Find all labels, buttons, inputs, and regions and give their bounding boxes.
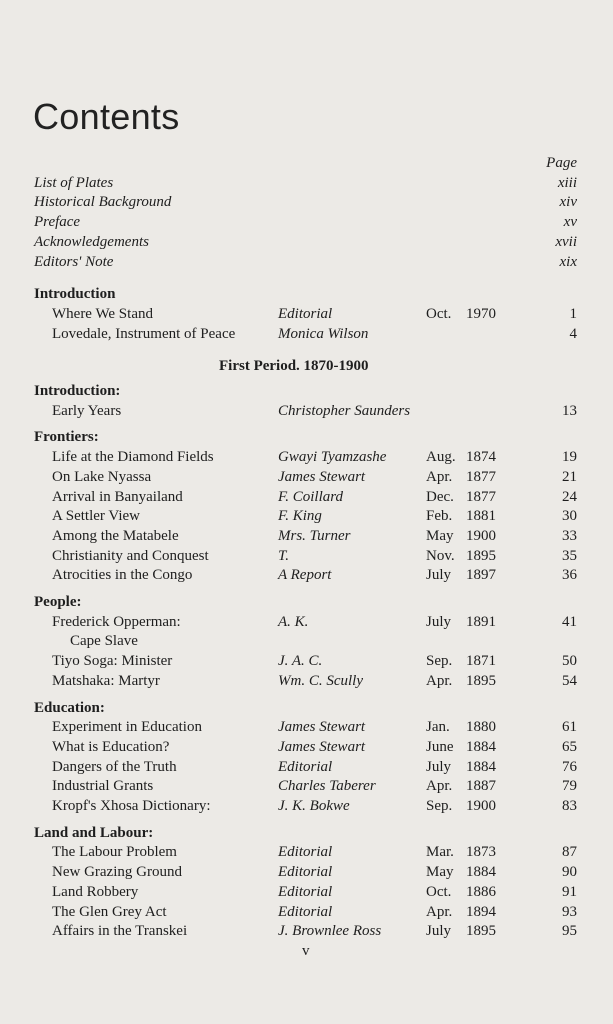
toc-entry-author: A. K.	[278, 613, 309, 630]
toc-entry-month: May	[426, 864, 454, 881]
toc-entry-title: Industrial Grants	[52, 778, 154, 795]
toc-entry-page: 87	[562, 844, 577, 861]
toc-entry-month: June	[426, 738, 454, 755]
toc-entry-page: 13	[562, 402, 577, 419]
toc-entry-row	[34, 776, 577, 796]
toc-entry-row	[34, 757, 577, 777]
toc-entry-title: Experiment in Education	[52, 719, 202, 736]
toc-entry-author: A Report	[278, 567, 332, 584]
toc-entry-page: xiv	[559, 194, 577, 211]
toc-entry-month: Oct.	[426, 305, 452, 322]
toc-entry-author: J. Brownlee Ross	[278, 923, 382, 940]
toc-entry-month: Aug.	[426, 449, 456, 466]
section-heading	[34, 698, 577, 718]
toc-entry-author: F. Coillard	[278, 488, 344, 505]
toc-entry-page: 95	[562, 923, 577, 940]
toc-entry-year: 1877	[466, 488, 496, 505]
toc-front-matter-row	[34, 192, 577, 212]
section-heading-text: Frontiers:	[34, 429, 99, 446]
toc-entry-month: Apr.	[426, 778, 453, 795]
toc-entry-page: 91	[562, 883, 577, 900]
toc-entry-row	[34, 651, 577, 671]
toc-entry-title: On Lake Nyassa	[52, 468, 152, 485]
toc-entry-row	[34, 902, 577, 922]
toc-entry-year: 1874	[466, 449, 496, 466]
toc-entry-row	[34, 796, 577, 816]
toc-entry-author: Editorial	[278, 305, 333, 322]
toc-entry-author: Editorial	[278, 844, 333, 861]
toc-entry-page: 90	[562, 864, 577, 881]
section-heading-text: Land and Labour:	[34, 824, 154, 841]
toc-entry-year: 1873	[466, 844, 496, 861]
toc-entry-page: 30	[562, 508, 577, 525]
toc-entry-title: The Glen Grey Act	[52, 903, 167, 920]
toc-entry-author: James Stewart	[278, 468, 366, 485]
toc-entry-year: 1887	[466, 778, 496, 795]
toc-entry-page: 24	[562, 488, 577, 505]
toc-entry-title: Affairs in the Transkei	[52, 923, 188, 940]
section-heading	[34, 381, 577, 401]
toc-entry-author: J. A. C.	[278, 653, 323, 670]
toc-entry-row	[34, 671, 577, 691]
toc-entry-month: July	[426, 567, 452, 584]
toc-entry-author: Monica Wilson	[278, 325, 369, 342]
toc-entry-title: Cape Slave	[70, 633, 138, 650]
section-heading-text: People:	[34, 594, 82, 610]
toc-entry-row	[34, 631, 577, 651]
toc-entry-title: Atrocities in the Congo	[52, 567, 193, 584]
toc-entry-title: Frederick Opperman:	[52, 613, 181, 630]
toc-entry-author: James Stewart	[278, 738, 366, 755]
toc-entry-row	[34, 526, 577, 546]
toc-entry-title: Where We Stand	[52, 305, 153, 322]
toc-front-matter-row	[34, 252, 577, 272]
toc-entry-year: 1895	[466, 547, 496, 564]
toc-entry-page: 83	[562, 798, 577, 814]
toc-entry-page: 21	[562, 468, 577, 485]
page-folio: v	[302, 943, 310, 959]
toc-entry-row	[34, 324, 577, 344]
toc-entry-year: 1886	[466, 883, 496, 900]
toc-entry-row	[34, 717, 577, 737]
toc-entry-title: Acknowledgements	[34, 233, 149, 250]
toc-entry-title: Early Years	[52, 402, 122, 419]
toc-entry-row	[34, 612, 577, 632]
section-heading-text: Introduction	[34, 286, 116, 303]
section-heading	[34, 823, 577, 843]
toc-entry-title: Lovedale, Instrument of Peace	[52, 325, 236, 342]
toc-entry-month: Dec.	[426, 488, 454, 505]
section-heading	[34, 284, 577, 304]
toc-entry-row	[34, 401, 577, 421]
toc-front-matter-row	[34, 232, 577, 252]
toc-entry-author: Editorial	[278, 883, 333, 900]
toc-entry-month: Apr.	[426, 903, 453, 920]
toc-entry-page: 41	[562, 613, 577, 630]
toc-entry-title: A Settler View	[52, 508, 140, 525]
toc-entry-month: May	[426, 527, 454, 544]
toc-entry-author: Gwayi Tyamzashe	[278, 449, 387, 466]
toc-entry-page: 79	[562, 778, 577, 795]
toc-entry-title: Preface	[34, 214, 81, 231]
toc-entry-author: James Stewart	[278, 719, 366, 736]
toc-entry-page: 1	[569, 305, 577, 322]
toc-entry-row	[34, 882, 577, 902]
toc-entry-year: 1880	[466, 719, 496, 736]
toc-entry-author: J. K. Bokwe	[278, 798, 350, 814]
toc-entry-row	[34, 487, 577, 507]
toc-entry-year: 1895	[466, 923, 496, 940]
toc-entry-month: Feb.	[426, 508, 453, 525]
toc-entry-author: Wm. C. Scully	[278, 672, 363, 689]
toc-entry-page: 65	[562, 738, 577, 755]
section-heading-text: Introduction:	[34, 383, 121, 399]
toc-entry-author: Charles Taberer	[278, 778, 376, 795]
toc-entry-title: Christianity and Conquest	[52, 547, 209, 564]
section-heading	[34, 592, 577, 612]
toc-entry-title: Kropf's Xhosa Dictionary:	[52, 798, 211, 814]
toc-entry-title: Tiyo Soga: Minister	[52, 653, 173, 670]
toc-entry-title: Dangers of the Truth	[52, 758, 177, 775]
toc-entry-row	[34, 447, 577, 467]
toc-entry-month: Nov.	[426, 547, 455, 564]
toc-entry-title: Land Robbery	[52, 883, 139, 900]
toc-entry-month: Sep.	[426, 653, 453, 670]
toc-entry-month: Jan.	[426, 719, 450, 736]
toc-entry-page: xv	[563, 214, 577, 231]
toc-entry-year: 1900	[466, 798, 496, 814]
toc-entry-title: What is Education?	[52, 738, 170, 755]
toc-entry-row	[34, 842, 577, 862]
toc-front-matter-row	[34, 212, 577, 232]
toc-entry-title: New Grazing Ground	[52, 864, 182, 881]
toc-entry-year: 1884	[466, 738, 496, 755]
toc-entry-row	[34, 467, 577, 487]
toc-entry-year: 1900	[466, 527, 496, 544]
section-heading-text: Education:	[34, 699, 105, 716]
toc-entry-author: F. King	[278, 508, 322, 525]
toc-entry-title: The Labour Problem	[52, 844, 177, 861]
toc-entry-author: Editorial	[278, 758, 333, 775]
toc-entry-page: 33	[562, 527, 577, 544]
toc-entry-month: Sep.	[426, 798, 453, 814]
toc-front-matter-row	[34, 173, 577, 193]
section-heading	[34, 427, 577, 447]
toc-entry-page: 4	[569, 325, 577, 342]
period-title: First Period. 1870-1900	[219, 358, 369, 375]
toc-entry-month: July	[426, 923, 452, 940]
toc-entry-page: xiii	[557, 174, 577, 191]
toc-entry-page: 19	[562, 449, 577, 466]
toc-entry-page: 35	[562, 547, 577, 564]
toc-entry-page: 93	[562, 903, 577, 920]
toc-entry-year: 1894	[466, 903, 496, 920]
toc-entry-title: Editors' Note	[34, 253, 114, 270]
toc-entry-author: Christopher Saunders	[278, 402, 411, 419]
page-title: Contents	[33, 96, 180, 137]
toc-entry-title: Arrival in Banyailand	[52, 488, 183, 505]
toc-entry-month: Apr.	[426, 672, 453, 689]
toc-entry-month: Mar.	[426, 844, 454, 861]
toc-entry-year: 1891	[466, 613, 496, 630]
page-column-label: Page	[546, 155, 577, 171]
toc-entry-month: Apr.	[426, 468, 453, 485]
toc-entry-page: 76	[562, 758, 577, 775]
toc-entry-year: 1884	[466, 758, 496, 775]
toc-entry-title: Among the Matabele	[52, 527, 179, 544]
toc-entry-month: Oct.	[426, 883, 452, 900]
toc-entry-page: xvii	[555, 233, 577, 250]
toc-entry-page: 50	[562, 653, 577, 670]
toc-entry-year: 1881	[466, 508, 496, 525]
toc-entry-month: July	[426, 613, 452, 630]
toc-entry-year: 1897	[466, 567, 496, 584]
toc-entry-row	[34, 862, 577, 882]
toc-entry-author: Editorial	[278, 864, 333, 881]
toc-entry-title: Matshaka: Martyr	[52, 672, 160, 689]
toc-entry-page: 61	[562, 719, 577, 736]
toc-entry-author: Mrs. Turner	[278, 527, 351, 544]
toc-entry-author: T.	[278, 547, 289, 564]
page-column-header	[34, 153, 577, 173]
toc-entry-year: 1884	[466, 864, 496, 881]
toc-entry-row	[34, 921, 577, 941]
toc-entry-row	[34, 737, 577, 757]
toc-entry-year: 1895	[466, 672, 496, 689]
toc-entry-author: Editorial	[278, 903, 333, 920]
toc-entry-year: 1877	[466, 468, 496, 485]
toc-entry-row	[34, 304, 577, 324]
toc-entry-title: List of Plates	[34, 174, 114, 191]
toc-entry-row	[34, 546, 577, 566]
toc-entry-page: xix	[559, 253, 577, 270]
toc-entry-month: July	[426, 758, 452, 775]
period-title-row	[34, 356, 577, 376]
toc-entry-page: 54	[562, 672, 577, 689]
toc-entry-row	[34, 506, 577, 526]
toc-entry-row	[34, 565, 577, 585]
toc-entry-page: 36	[562, 567, 577, 584]
toc-entry-title: Historical Background	[34, 194, 172, 211]
toc-entry-year: 1871	[466, 653, 496, 670]
toc-entry-year: 1970	[466, 305, 496, 322]
toc-entry-title: Life at the Diamond Fields	[52, 449, 214, 466]
